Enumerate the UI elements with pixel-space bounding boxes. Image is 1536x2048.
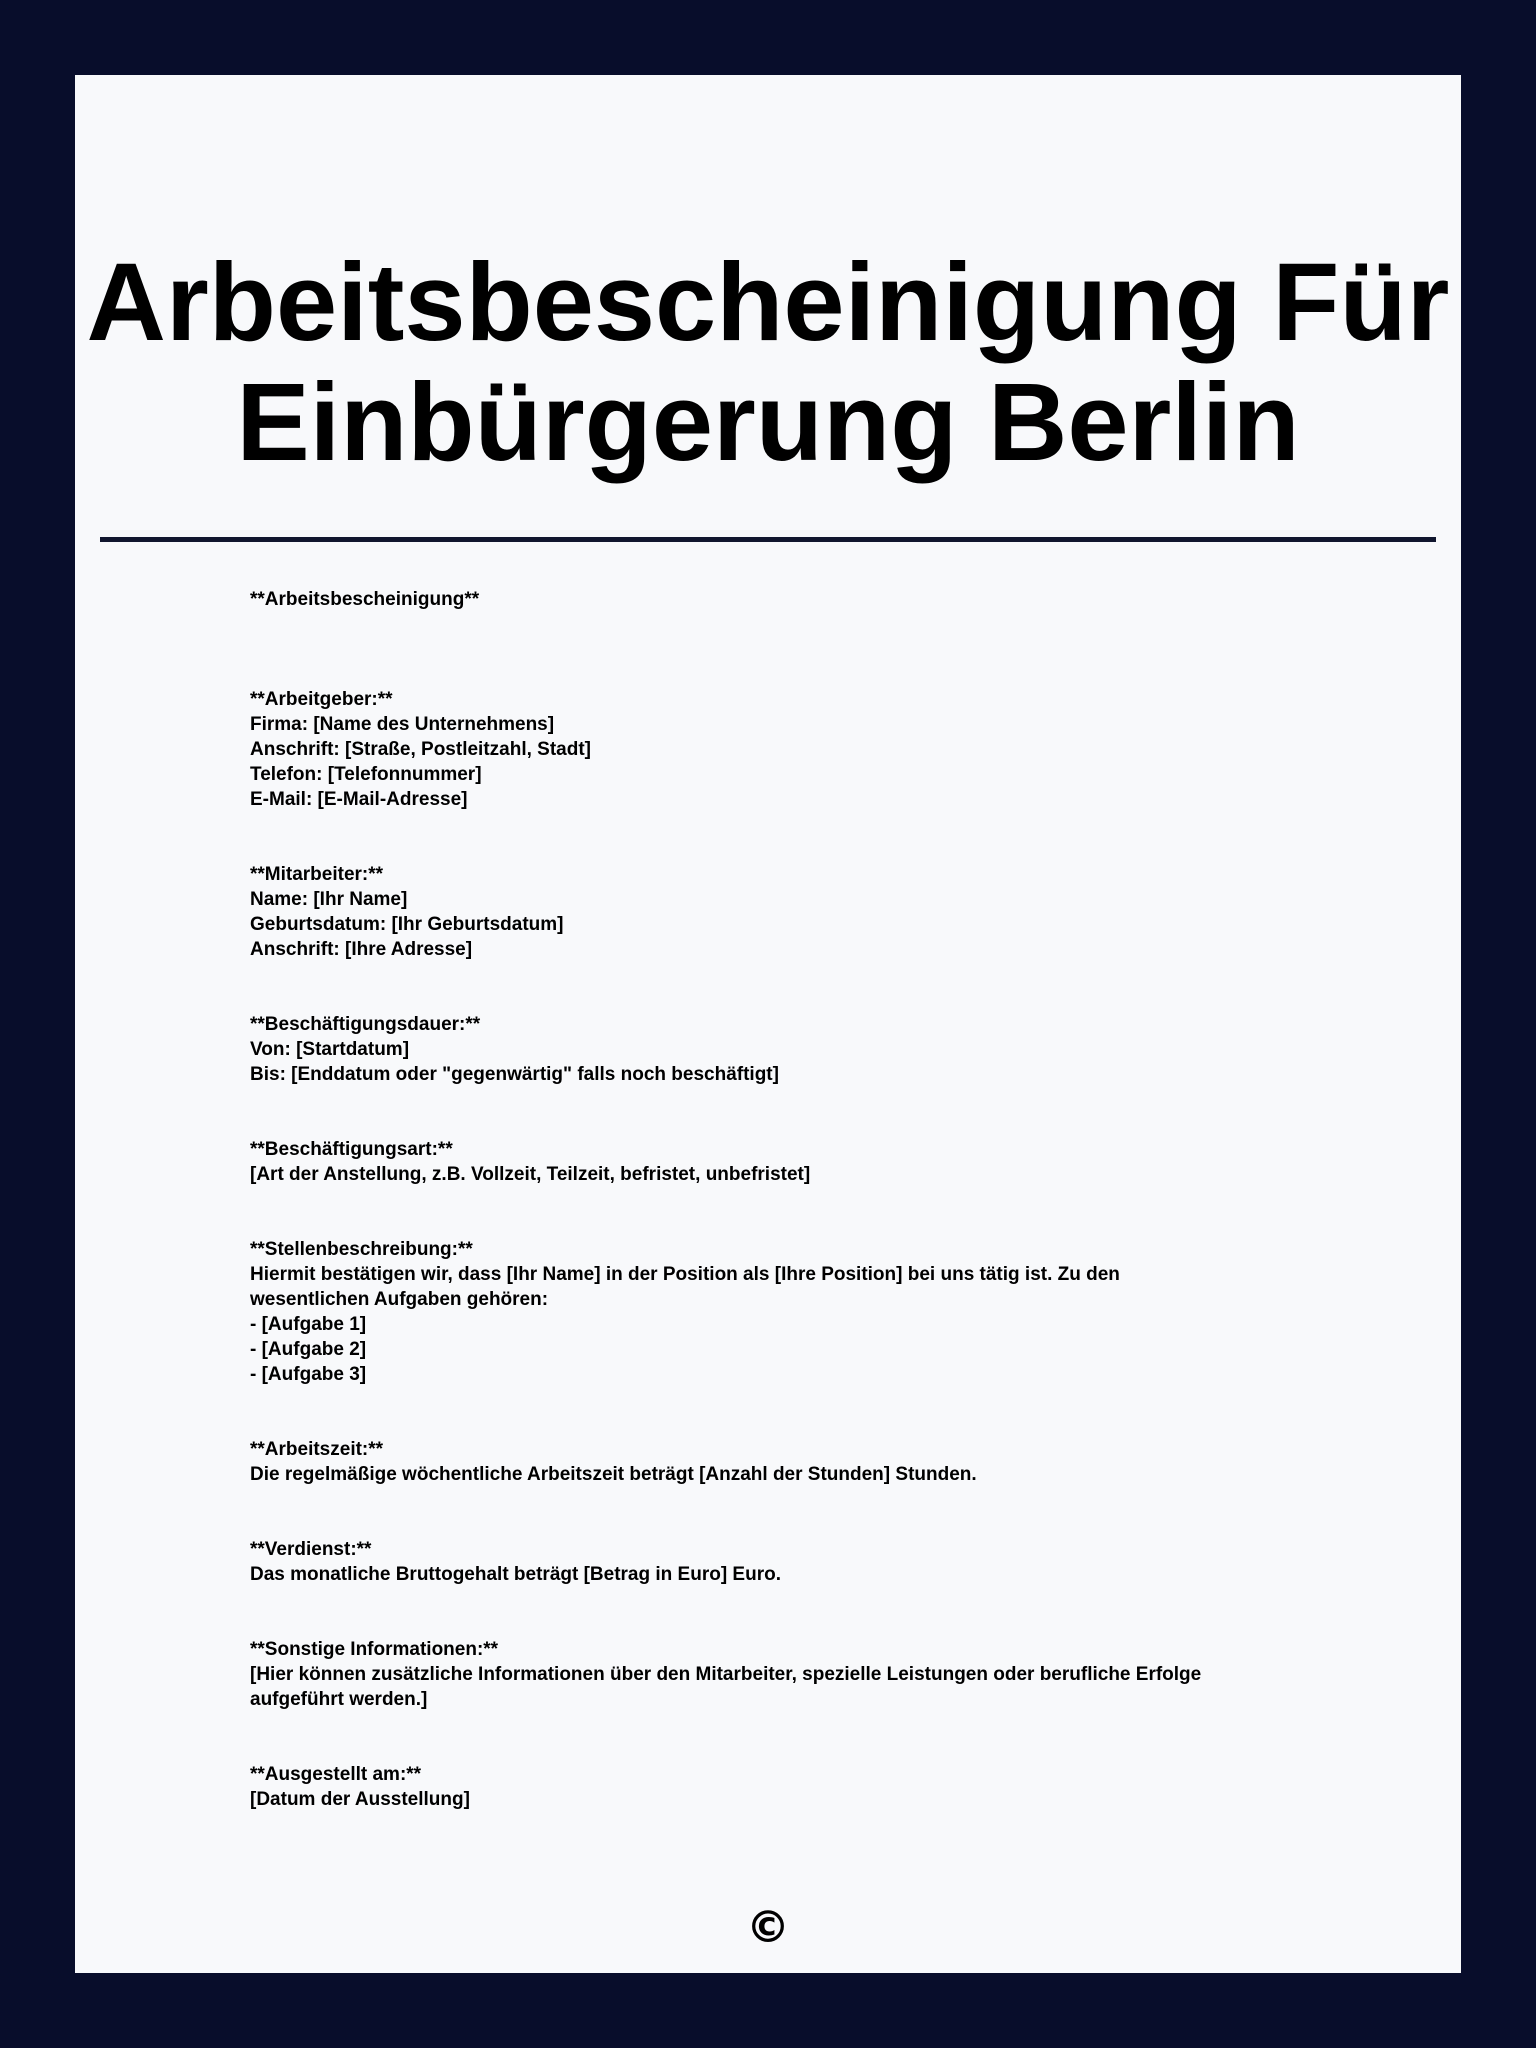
section-line: Bis: [Enddatum oder "gegenwärtig" falls noch beschäftigt] — [250, 1064, 779, 1085]
section-line: Das monatliche Bruttogehalt beträgt [Betrag in Euro] Euro. — [250, 1564, 781, 1585]
section-line: wesentlichen Aufgaben gehören: — [250, 1289, 549, 1310]
title-line-1: Arbeitsbescheinigung Für — [86, 241, 1450, 364]
section-label: **Stellenbeschreibung:** — [250, 1239, 473, 1260]
document-page — [75, 75, 1461, 1973]
spacer — [250, 1712, 1330, 1762]
section-line: aufgeführt werden.] — [250, 1689, 428, 1710]
section-line: E-Mail: [E-Mail-Adresse] — [250, 789, 468, 810]
section-line: Telefon: [Telefonnummer] — [250, 764, 482, 785]
section-line: Anschrift: [Straße, Postleitzahl, Stadt] — [250, 739, 591, 760]
section-line: Hiermit bestätigen wir, dass [Ihr Name] in der Position als [Ihre Position] bei uns tätig ist. Zu den — [250, 1264, 1120, 1285]
spacer — [250, 1587, 1330, 1637]
section-line: [Art der Anstellung, z.B. Vollzeit, Teilzeit, befristet, unbefristet] — [250, 1164, 811, 1185]
section-line: Name: [Ihr Name] — [250, 889, 408, 910]
section-line: [Datum der Ausstellung] — [250, 1789, 470, 1810]
page-title — [75, 243, 1461, 483]
section-label: **Arbeitgeber:** — [250, 689, 393, 710]
section-label: **Mitarbeiter:** — [250, 864, 384, 885]
title-divider — [100, 537, 1436, 542]
spacer — [250, 962, 1330, 1012]
section-line: Von: [Startdatum] — [250, 1039, 410, 1060]
section-label: **Ausgestellt am:** — [250, 1764, 422, 1785]
section-line: - [Aufgabe 2] — [250, 1339, 367, 1360]
section-beschaeftigungsdauer — [250, 1012, 1330, 1087]
section-arbeitgeber — [250, 687, 1330, 812]
spacer — [250, 1187, 1330, 1237]
section-line: Die regelmäßige wöchentliche Arbeitszeit beträgt [Anzahl der Stunden] Stunden. — [250, 1464, 977, 1485]
section-line: Geburtsdatum: [Ihr Geburtsdatum] — [250, 914, 564, 935]
section-arbeitszeit — [250, 1437, 1330, 1487]
section-label: **Sonstige Informationen:** — [250, 1639, 499, 1660]
section-label: **Beschäftigungsdauer:** — [250, 1014, 481, 1035]
title-line-2: Einbürgerung Berlin — [236, 361, 1300, 484]
section-mitarbeiter — [250, 862, 1330, 962]
section-line: - [Aufgabe 1] — [250, 1314, 367, 1335]
section-stellenbeschreibung — [250, 1237, 1330, 1387]
spacer — [250, 812, 1330, 862]
spacer — [250, 1387, 1330, 1437]
section-ausgestellt — [250, 1762, 1330, 1812]
spacer — [250, 1487, 1330, 1537]
section-verdienst — [250, 1537, 1330, 1587]
section-label: **Arbeitszeit:** — [250, 1439, 384, 1460]
document-heading: **Arbeitsbescheinigung** — [250, 589, 480, 610]
document-body — [250, 587, 1330, 1812]
spacer — [250, 1087, 1330, 1137]
section-sonstige-informationen — [250, 1637, 1330, 1712]
section-line: Anschrift: [Ihre Adresse] — [250, 939, 473, 960]
section-line: [Hier können zusätzliche Informationen über den Mitarbeiter, spezielle Leistungen oder berufliche Erfolge — [250, 1664, 1202, 1685]
section-line: - [Aufgabe 3] — [250, 1364, 367, 1385]
spacer — [250, 612, 1330, 687]
section-beschaeftigungsart — [250, 1137, 1330, 1187]
section-line: Firma: [Name des Unternehmens] — [250, 714, 555, 735]
section-label: **Beschäftigungsart:** — [250, 1139, 453, 1160]
copyright-icon: © — [746, 1902, 790, 1953]
section-label: **Verdienst:** — [250, 1539, 372, 1560]
